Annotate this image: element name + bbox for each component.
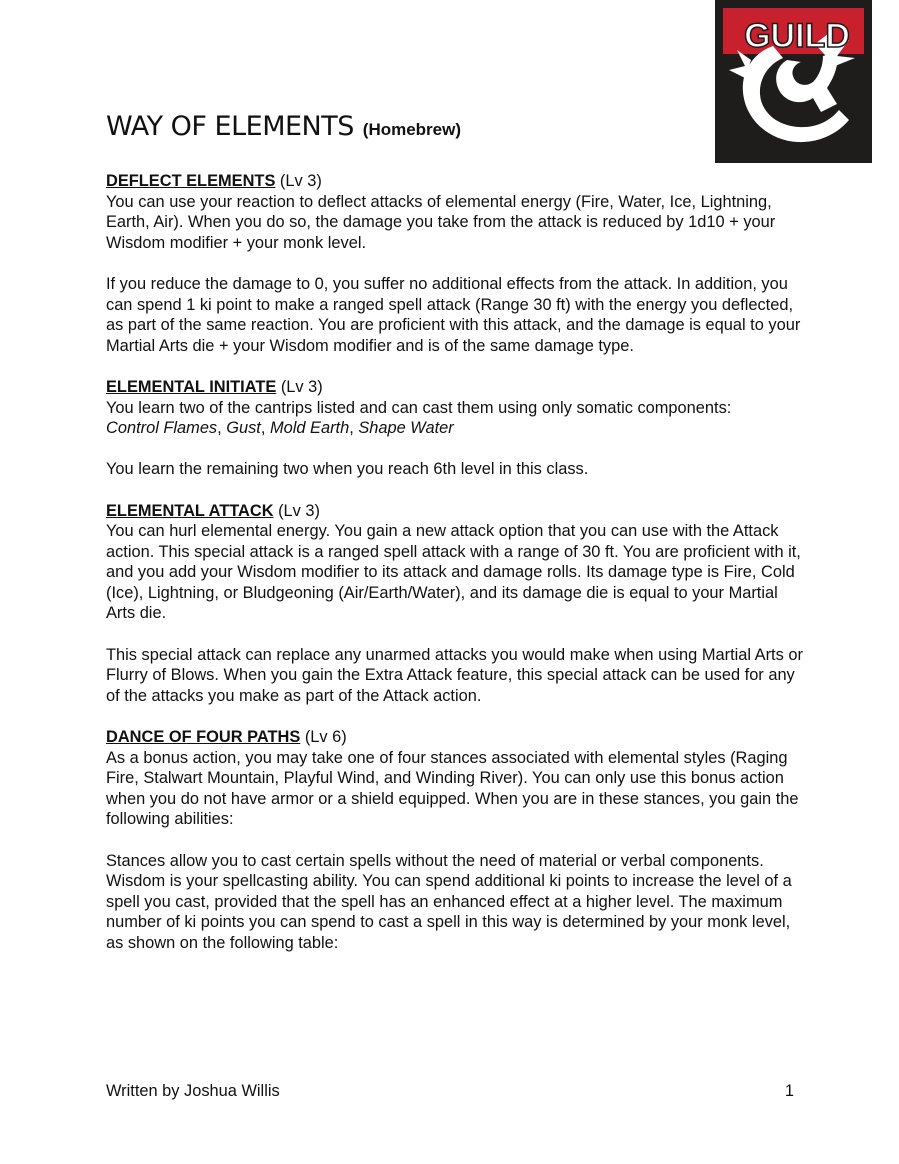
section-heading: DANCE OF FOUR PATHS — [106, 728, 301, 747]
section-paragraph: If you reduce the damage to 0, you suffer no additional effects from the attack. In addition, you can spend 1 ki point to make a ranged spell attack (Range 30 ft) with the energy you deflected, as part of the same reaction. You are proficient with this attack, and the damage is equal to your Martial Arts die + your Wisdom modifier and is of the same damage type. — [106, 274, 801, 355]
section-heading: ELEMENTAL INITIATE — [106, 377, 277, 396]
document-body — [106, 171, 806, 954]
section-level: (Lv 3) — [276, 377, 323, 396]
section-deflect-elements — [106, 171, 806, 356]
cantrip-list — [106, 419, 454, 437]
list-separator: , — [217, 419, 227, 438]
footer-author: Written by Joshua Willis — [106, 1082, 280, 1100]
section-dance-of-four-paths — [106, 727, 806, 954]
section-paragraph: You can hurl elemental energy. You gain a new attack option that you can use with the Attack action. This special attack is a ranged spell attack with a range of 30 ft. You are proficient with it, and you add your Wisdom modifier to its attack and damage rolls. Its damage type is Fire, Cold (Ice), Lightning, or Bludgeoning (Air/Earth/Water), and its damage die is equal to your Martial Arts die. — [106, 522, 801, 623]
list-separator: , — [349, 419, 359, 438]
cantrip-name: Control Flames — [106, 419, 218, 438]
cantrip-name: Shape Water — [358, 419, 454, 438]
section-heading-line — [106, 377, 806, 398]
list-separator: , — [260, 419, 270, 438]
section-level: (Lv 3) — [275, 172, 322, 190]
guild-logo — [715, 0, 872, 163]
section-heading: ELEMENTAL ATTACK — [106, 501, 274, 520]
section-heading-line — [106, 171, 806, 192]
cantrip-name: Gust — [226, 419, 261, 438]
section-elemental-attack — [106, 501, 806, 707]
section-level: (Lv 3) — [273, 501, 320, 520]
title-main: WAY OF ELEMENTS — [106, 111, 354, 142]
section-paragraph: This special attack can replace any unarmed attacks you would make when using Martial Arts or Flurry of Blows. When you gain the Extra Attack feature, this special attack can be used for any of the attacks you make as part of the Attack action. — [106, 645, 803, 705]
cantrip-intro: You learn two of the cantrips listed and can cast them using only somatic components: — [106, 398, 732, 417]
page-footer — [106, 1081, 794, 1101]
page-number: 1 — [784, 1082, 794, 1100]
section-paragraph: As a bonus action, you may take one of four stances associated with elemental styles (Raging Fire, Stalwart Mountain, Playful Wind, and Winding River). You can only use this bonus action when you do not have armor or a shield equipped. When you are in these stances, you gain the following abilities: — [106, 748, 799, 829]
section-paragraph: You learn the remaining two when you reach 6th level in this class. — [106, 460, 589, 479]
guild-logo-text: GUILD — [744, 17, 850, 55]
dnd-ampersand-dragon-icon — [715, 0, 872, 163]
document-title — [106, 106, 461, 143]
section-heading: DEFLECT ELEMENTS — [106, 172, 276, 190]
title-subtitle: (Homebrew) — [362, 120, 462, 139]
section-elemental-initiate — [106, 377, 806, 480]
section-paragraph: Stances allow you to cast certain spells without the need of material or verbal components. Wisdom is your spellcasting ability. You can spend additional ki points to increase the level of a spell you cast, provided that the spell has an enhanced effect at a higher level. The maximum number of ki points you can spend to cast a spell in this way is determined by your monk level, as shown on the following table: — [106, 851, 792, 952]
section-level: (Lv 6) — [300, 728, 347, 747]
section-heading-line — [106, 727, 806, 748]
section-heading-line — [106, 501, 806, 522]
section-paragraph: You can use your reaction to deflect attacks of elemental energy (Fire, Water, Ice, Lightning, Earth, Air). When you do so, the damage you take from the attack is reduced by 1d10 + your Wisdom modifier + your monk level. — [106, 192, 776, 252]
section-paragraph — [106, 398, 806, 439]
cantrip-name: Mold Earth — [269, 419, 350, 438]
